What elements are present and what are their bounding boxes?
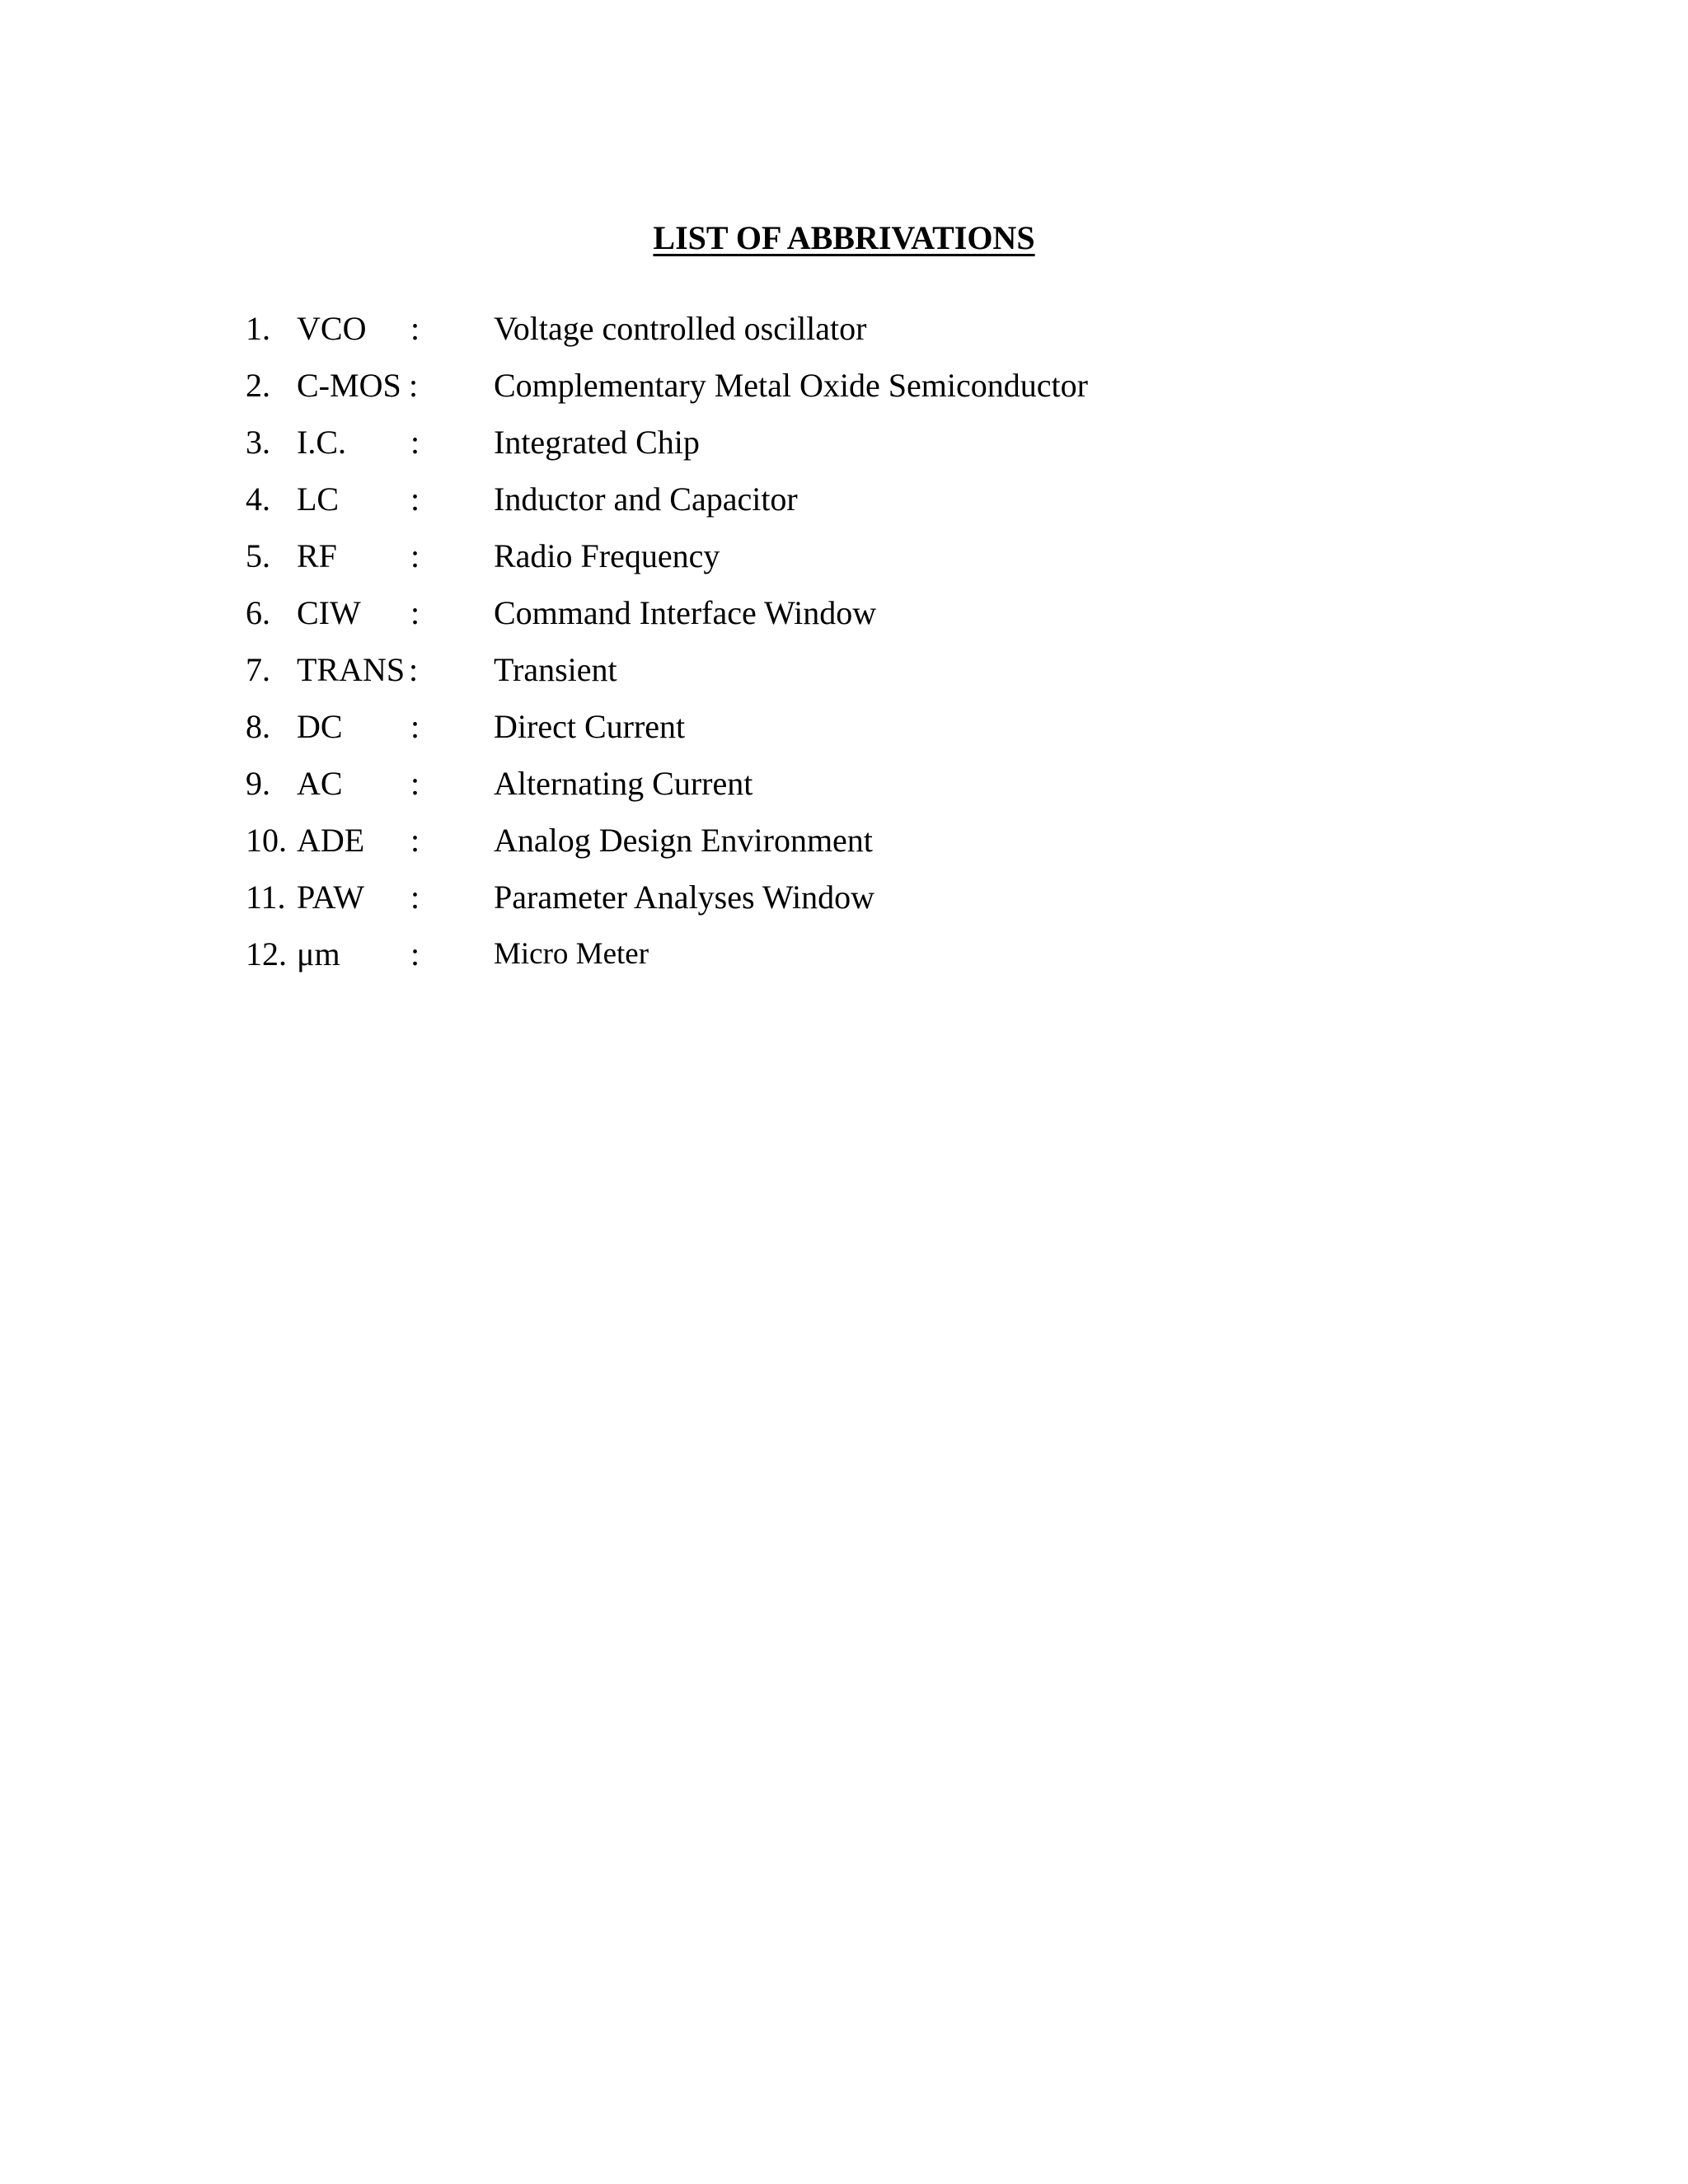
entry-separator: : bbox=[409, 651, 419, 688]
list-item bbox=[246, 930, 1564, 987]
entry-abbreviation: μm bbox=[297, 935, 340, 972]
entry-separator: : bbox=[409, 367, 419, 404]
entry-separator: : bbox=[410, 424, 420, 461]
entry-meaning: Radio Frequency bbox=[494, 537, 720, 574]
list-item bbox=[246, 418, 1564, 475]
entry-separator: : bbox=[410, 480, 420, 518]
entry-separator: : bbox=[410, 765, 420, 802]
entry-meaning: Inductor and Capacitor bbox=[494, 480, 798, 518]
entry-number: 5. bbox=[246, 537, 270, 574]
entry-number: 4. bbox=[246, 480, 270, 518]
list-item bbox=[246, 759, 1564, 816]
entry-separator: : bbox=[410, 310, 420, 347]
entry-number: 11. bbox=[246, 879, 286, 916]
entry-meaning: Parameter Analyses Window bbox=[494, 879, 874, 916]
entry-separator: : bbox=[410, 879, 420, 916]
entry-number: 2. bbox=[246, 367, 270, 404]
entry-meaning: Direct Current bbox=[494, 708, 686, 745]
entry-abbreviation: ADE bbox=[297, 822, 365, 859]
entry-abbreviation: AC bbox=[297, 765, 343, 802]
entry-meaning: Complementary Metal Oxide Semiconductor bbox=[494, 367, 1088, 404]
list-item bbox=[246, 588, 1564, 645]
entry-abbreviation: I.C. bbox=[297, 424, 346, 461]
entry-meaning: Command Interface Window bbox=[494, 594, 877, 631]
list-item bbox=[246, 816, 1564, 873]
entry-abbreviation: DC bbox=[297, 708, 343, 745]
entry-number: 8. bbox=[246, 708, 270, 745]
page-title: LIST OF ABBRIVATIONS bbox=[653, 218, 1035, 256]
entry-separator: : bbox=[410, 594, 420, 631]
entry-meaning: Alternating Current bbox=[494, 765, 753, 802]
entry-number: 3. bbox=[246, 424, 270, 461]
entry-meaning: Transient bbox=[494, 651, 617, 688]
list-item bbox=[246, 873, 1564, 930]
list-item bbox=[246, 304, 1564, 361]
list-item bbox=[246, 475, 1564, 532]
entry-number: 9. bbox=[246, 765, 270, 802]
entry-abbreviation: C-MOS bbox=[297, 367, 401, 404]
entry-number: 10. bbox=[246, 822, 287, 859]
entry-separator: : bbox=[410, 708, 420, 745]
entry-abbreviation: TRANS bbox=[297, 651, 406, 688]
entry-meaning: Analog Design Environment bbox=[494, 822, 873, 859]
entry-abbreviation: RF bbox=[297, 537, 337, 574]
entry-abbreviation: LC bbox=[297, 480, 340, 518]
list-item bbox=[246, 645, 1564, 702]
entry-separator: : bbox=[410, 822, 420, 859]
entry-number: 6. bbox=[246, 594, 270, 631]
list-item bbox=[246, 702, 1564, 759]
entry-meaning: Micro Meter bbox=[494, 937, 649, 971]
entry-separator: : bbox=[410, 935, 420, 972]
entry-abbreviation: PAW bbox=[297, 879, 365, 916]
entry-meaning: Integrated Chip bbox=[494, 424, 700, 461]
list-item bbox=[246, 361, 1564, 418]
entry-number: 1. bbox=[246, 310, 270, 347]
entry-meaning: Voltage controlled oscillator bbox=[494, 310, 867, 347]
entry-number: 7. bbox=[246, 651, 270, 688]
entry-abbreviation: CIW bbox=[297, 594, 361, 631]
entry-separator: : bbox=[410, 537, 420, 574]
entry-number: 12. bbox=[246, 935, 287, 972]
entry-abbreviation: VCO bbox=[297, 310, 367, 347]
abbreviation-list bbox=[246, 304, 1564, 987]
list-item bbox=[246, 532, 1564, 588]
